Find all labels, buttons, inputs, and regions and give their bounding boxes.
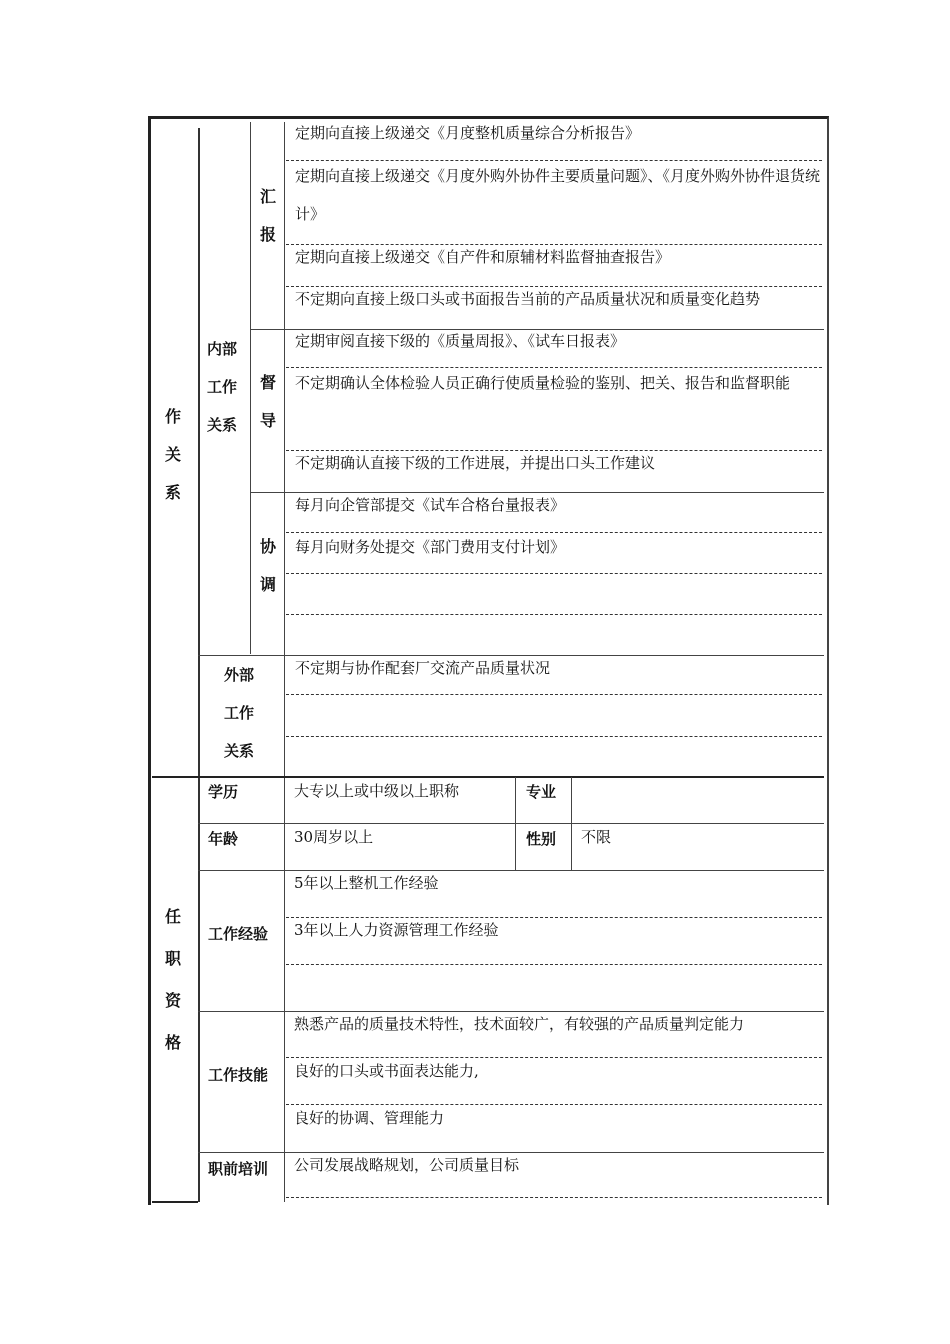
dash-line	[286, 614, 822, 615]
supervise-item: 定期审阅直接下级的《质量周报》、《试车日报表》	[295, 332, 626, 350]
age-label: 年龄	[208, 830, 239, 848]
dash-line	[286, 736, 822, 737]
skills-item: 良好的口头或书面表达能力,	[294, 1062, 479, 1080]
experience-item: 5年以上整机工作经验	[294, 874, 439, 892]
bottom-left-line	[152, 1201, 198, 1203]
dash-line	[286, 694, 822, 695]
report-item: 不定期向直接上级口头或书面报告当前的产品质量状况和质量变化趋势	[295, 290, 761, 308]
supervise-item: 不定期确认全体检验人员正确行使质量检验的鉴别、把关、报告和监督职能	[295, 374, 791, 392]
col-divider-3	[284, 122, 285, 1202]
gender-label: 性别	[526, 830, 557, 848]
experience-label: 工作经验	[208, 925, 269, 943]
dash-line	[286, 1104, 822, 1105]
dash-line	[286, 1197, 822, 1198]
report-item: 定期向直接上级递交《月度外购外协件主要质量问题》、《月度外购外协件退货统计》	[295, 167, 821, 223]
col-divider-2a	[250, 122, 251, 654]
gender-value: 不限	[581, 828, 612, 846]
coordinate-item: 每月向企管部提交《试车合格台量报表》	[295, 496, 566, 514]
age-value: 30周岁以上	[294, 828, 374, 846]
education-value: 大专以上或中级以上职称	[294, 782, 460, 800]
dash-line	[286, 917, 822, 918]
dash-line	[286, 1057, 822, 1058]
dash-line	[286, 532, 822, 533]
education-label: 学历	[208, 783, 239, 801]
experience-item: 3年以上人力资源管理工作经验	[294, 921, 499, 939]
section-label-qual: 任职资格	[164, 907, 181, 1052]
skills-item: 良好的协调、管理能力	[294, 1109, 445, 1127]
skills-item: 熟悉产品的质量技术特性，技术面较广，有较强的产品质量判定能力	[294, 1015, 745, 1033]
report-label: 汇报	[259, 187, 276, 244]
row-line-age	[198, 823, 824, 824]
col-divider-1	[198, 128, 200, 1202]
col-divider-major	[515, 777, 516, 870]
external-item: 不定期与协作配套厂交流产品质量状况	[295, 659, 551, 677]
report-item: 定期向直接上级递交《自产件和原辅材料监督抽查报告》	[295, 248, 671, 266]
training-label: 职前培训	[208, 1160, 269, 1178]
major-label: 专业	[526, 783, 557, 801]
internal-relations-label: 内部工作关系	[207, 340, 238, 434]
training-item: 公司发展战略规划，公司质量目标	[294, 1156, 520, 1174]
report-item: 定期向直接上级递交《月度整机质量综合分析报告》	[295, 124, 641, 142]
external-relations-label: 外部工作关系	[224, 666, 255, 760]
dash-line	[286, 573, 822, 574]
dash-line	[286, 964, 822, 965]
skills-label: 工作技能	[208, 1066, 269, 1084]
row-line-skills	[198, 1011, 824, 1012]
row-line-external	[198, 655, 824, 656]
dash-line	[286, 244, 822, 245]
supervise-item: 不定期确认直接下级的工作进展，并提出口头工作建议	[295, 454, 656, 472]
row-line-supervise	[250, 329, 824, 330]
col-divider-major2	[571, 777, 572, 870]
supervise-label: 督导	[259, 373, 276, 430]
dash-line	[286, 450, 822, 451]
row-line-exp	[198, 870, 824, 871]
row-line-training	[198, 1152, 824, 1153]
coordinate-item: 每月向财务处提交《部门费用支付计划》	[295, 538, 566, 556]
row-line-qual	[152, 776, 824, 778]
section-label-work: 作关系	[164, 407, 181, 502]
row-line-coordinate	[250, 492, 824, 493]
coordinate-label: 协调	[259, 537, 276, 594]
dash-line	[286, 286, 822, 287]
